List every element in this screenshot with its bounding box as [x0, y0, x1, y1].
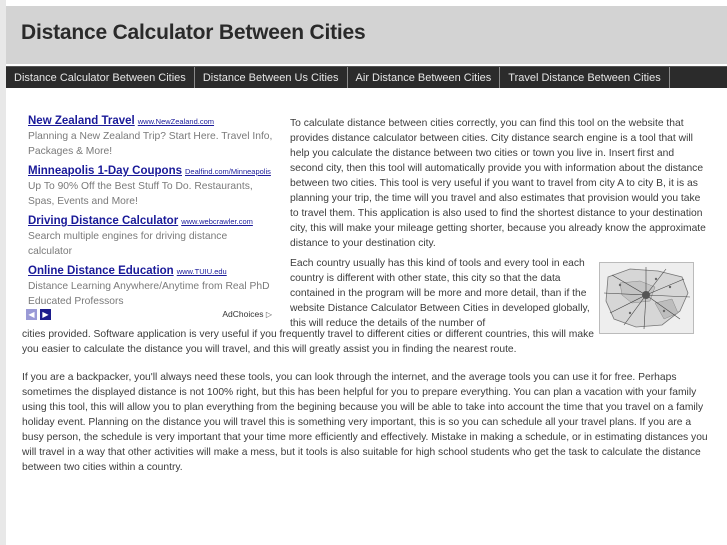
ad-controls [26, 309, 274, 321]
article-paragraph-1: To calculate distance between cities correctly, you can find this tool on the website that provides distance calculator between cities. City distance search engine is a tool that will help you calculate the distance between two cities or town you live in. Insert first and second city, then this tool will automatically provide you with information about the distance between two cities. This tool is very useful if you want to travel from city A to city B, it is as planning your trip, the time will you travel and also estimates that provision would you take to travel them. This application is also used to find the shortest distance to your destination city, this will make your mileage getting shorter, because you already know the approximate distance to your destination city. [290, 118, 706, 249]
main-nav [6, 66, 727, 89]
adchoices-icon: ▷ [265, 310, 272, 319]
ad-description: Up To 90% Off the Best Stuff To Do. Restaurants, Spas, Events and More! [28, 181, 253, 207]
site-header [6, 6, 727, 64]
adchoices-link[interactable] [222, 309, 272, 320]
ad-item [28, 213, 273, 259]
nav-item-travel-distance[interactable]: Travel Distance Between Cities [500, 67, 669, 89]
ad-title-link[interactable]: Minneapolis 1-Day Coupons [28, 165, 182, 177]
ad-block [28, 113, 273, 313]
nav-item-air-distance[interactable]: Air Distance Between Cities [348, 67, 501, 89]
ad-url-link[interactable]: Dealfind.com/Minneapolis [185, 167, 271, 176]
article-paragraph-2-top: Each country usually has this kind of tools and every tool in each country is different with other state, this city so that the data contained in the program will be more and more detail, than if the website Distance Calculator Between Cities in developed globally, this will reduce the details of the number of [290, 258, 590, 329]
chevron-right-icon[interactable]: ▶ [40, 309, 51, 320]
ad-url-link[interactable]: www.NewZealand.com [137, 117, 215, 126]
article-paragraph-2-bottom: cities provided. Software application is very useful if you frequently travel to different cities or different countries, this will make you easier to calculate the distance you will travel, and this will greatly assist you in finding the nearest route. [22, 329, 594, 355]
article-paragraph-3: If you are a backpacker, you'll always need these tools, you can look through the internet, and the average tools you can use it for free. Perhaps sometimes the displayed distance is not 100% right, but this has been helpful for you to prepare everything. You can plan a vacation with your family using this tool, this will allow you to plan everything from the begining because you will be able to take into account the time that you travel on a family holiday event. Planning on the distance you will travel this is something very important, this is so you can schedule all your travel plans. If you are a busy person, the schedule is very important that your time more efficiently and effectively. Mistake in making a schedule, or in estimating distances you will travel in a way that other activities will make a mess, but it tools is also suitable for high school students who get the task to calculate the distance between two cities within a country. [22, 372, 708, 473]
ad-description: Search multiple engines for driving distance calculator [28, 231, 228, 257]
site-title[interactable]: Distance Calculator Between Cities [21, 21, 366, 44]
map-illustration [600, 263, 693, 333]
ad-url-link[interactable]: www.webcrawler.com [181, 217, 253, 226]
nav-item-distance-calculator[interactable]: Distance Calculator Between Cities [6, 67, 195, 89]
ad-item [28, 113, 273, 159]
ad-title-link[interactable]: Online Distance Education [28, 265, 174, 277]
nav-item-us-cities[interactable]: Distance Between Us Cities [195, 67, 348, 89]
ad-description: Distance Learning Anywhere/Anytime from Real PhD Educated Professors [28, 281, 270, 307]
ad-description: Planning a New Zealand Trip? Start Here. Travel Info, Packages & More! [28, 131, 273, 157]
ad-item [28, 163, 273, 209]
ad-item [28, 263, 273, 309]
ad-url-link[interactable]: www.TUIU.edu [176, 267, 227, 276]
distance-map-image [599, 262, 694, 334]
chevron-left-icon[interactable]: ◀ [26, 309, 37, 320]
ad-title-link[interactable]: Driving Distance Calculator [28, 215, 179, 227]
adchoices-label: AdChoices [222, 309, 264, 319]
ad-title-link[interactable]: New Zealand Travel [28, 115, 135, 127]
